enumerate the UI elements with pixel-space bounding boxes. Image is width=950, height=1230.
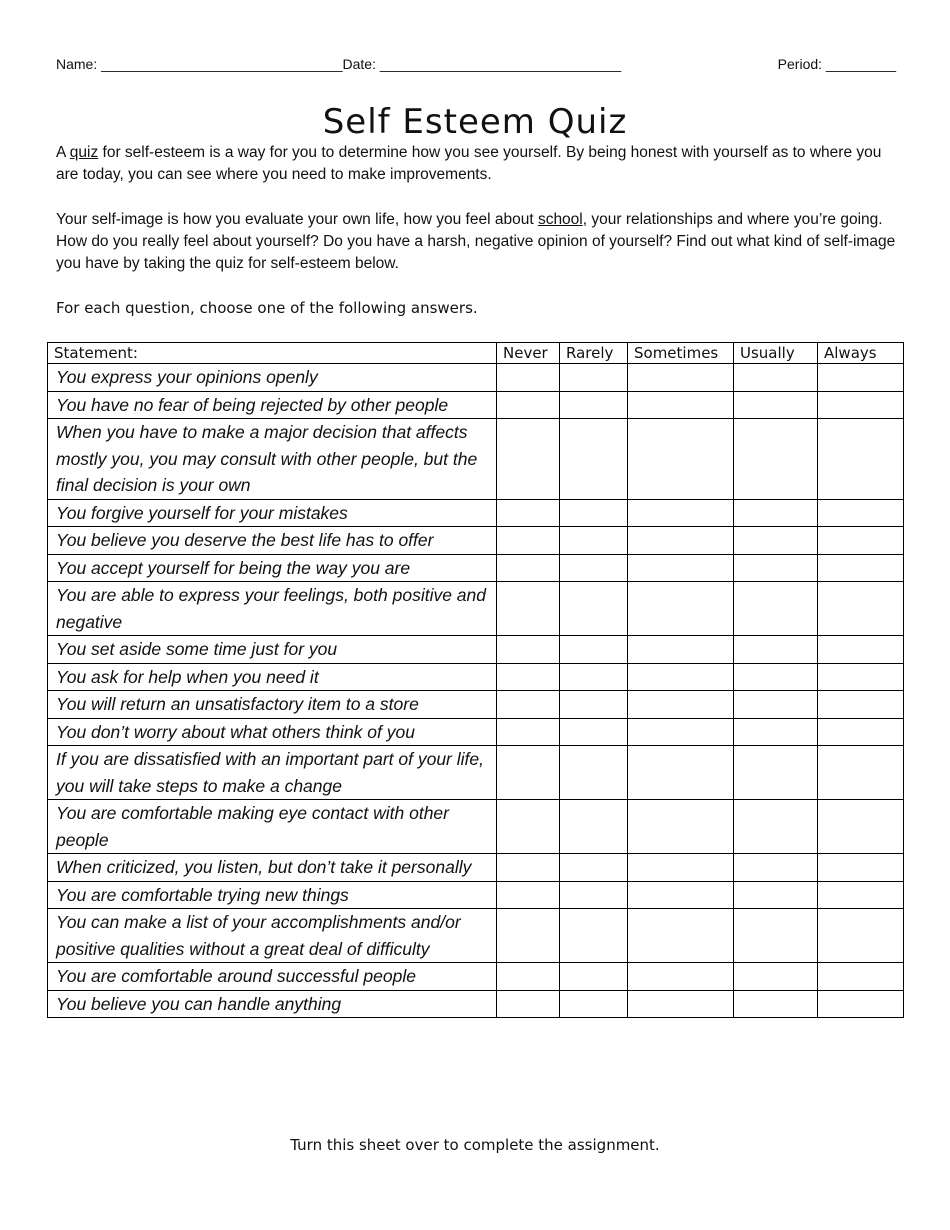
answer-cell-never[interactable] xyxy=(497,718,560,746)
answer-cell-always[interactable] xyxy=(818,718,904,746)
answer-cell-rarely[interactable] xyxy=(560,582,628,636)
answer-cell-sometimes[interactable] xyxy=(628,554,734,582)
answer-cell-rarely[interactable] xyxy=(560,854,628,882)
answer-cell-always[interactable] xyxy=(818,881,904,909)
answer-cell-never[interactable] xyxy=(497,499,560,527)
name-field[interactable]: Name: _______________________________ xyxy=(56,56,343,72)
intro-paragraph-2: Your self-image is how you evaluate your own life, how you feel about school, your relationships and where you’re going. How do you really feel about yourself? Do you have a harsh, negative opinion of yourself? Find out what kind of self-image you have by taking the quiz for self-esteem below. xyxy=(56,211,896,272)
date-field[interactable]: Date: _______________________________ xyxy=(342,56,622,72)
answer-cell-rarely[interactable] xyxy=(560,554,628,582)
header-never: Never xyxy=(497,343,560,364)
statement-cell: You express your opinions openly xyxy=(48,364,497,392)
answer-cell-always[interactable] xyxy=(818,854,904,882)
answer-cell-never[interactable] xyxy=(497,419,560,500)
table-row xyxy=(48,364,904,392)
statement-cell: You don’t worry about what others think of you xyxy=(48,718,497,746)
table-body xyxy=(48,364,904,1018)
statement-cell: You believe you can handle anything xyxy=(48,990,497,1018)
answer-cell-rarely[interactable] xyxy=(560,881,628,909)
answer-cell-always[interactable] xyxy=(818,527,904,555)
statement-cell: You are able to express your feelings, both positive and negative xyxy=(48,582,497,636)
answer-cell-usually[interactable] xyxy=(734,800,818,854)
table-row xyxy=(48,554,904,582)
answer-cell-never[interactable] xyxy=(497,527,560,555)
answer-cell-usually[interactable] xyxy=(734,881,818,909)
statement-cell: You believe you deserve the best life has to offer xyxy=(48,527,497,555)
answer-cell-always[interactable] xyxy=(818,963,904,991)
answer-cell-always[interactable] xyxy=(818,391,904,419)
answer-cell-sometimes[interactable] xyxy=(628,419,734,500)
table-row xyxy=(48,800,904,854)
table-row xyxy=(48,963,904,991)
answer-cell-usually[interactable] xyxy=(734,582,818,636)
answer-cell-usually[interactable] xyxy=(734,691,818,719)
answer-cell-usually[interactable] xyxy=(734,554,818,582)
answer-cell-never[interactable] xyxy=(497,990,560,1018)
answer-cell-usually[interactable] xyxy=(734,391,818,419)
table-row xyxy=(48,419,904,500)
statement-cell: You forgive yourself for your mistakes xyxy=(48,499,497,527)
answer-cell-rarely[interactable] xyxy=(560,990,628,1018)
statement-cell: You ask for help when you need it xyxy=(48,663,497,691)
answer-cell-rarely[interactable] xyxy=(560,691,628,719)
header-statement: Statement: xyxy=(48,343,497,364)
answer-cell-rarely[interactable] xyxy=(560,800,628,854)
statement-cell: When you have to make a major decision that affects mostly you, you may consult with other people, but the final decision is your own xyxy=(48,419,497,500)
answer-cell-usually[interactable] xyxy=(734,990,818,1018)
answer-cell-sometimes[interactable] xyxy=(628,636,734,664)
answer-cell-sometimes[interactable] xyxy=(628,990,734,1018)
school-link[interactable]: school xyxy=(537,211,583,228)
table-row xyxy=(48,391,904,419)
answer-cell-never[interactable] xyxy=(497,854,560,882)
answer-cell-never[interactable] xyxy=(497,554,560,582)
answer-cell-rarely[interactable] xyxy=(560,663,628,691)
quiz-table xyxy=(47,342,904,1018)
answer-cell-never[interactable] xyxy=(497,746,560,800)
answer-cell-usually[interactable] xyxy=(734,746,818,800)
page-title: Self Esteem Quiz xyxy=(322,101,628,142)
table-row xyxy=(48,718,904,746)
answer-cell-sometimes[interactable] xyxy=(628,854,734,882)
answer-cell-sometimes[interactable] xyxy=(628,746,734,800)
answer-cell-sometimes[interactable] xyxy=(628,800,734,854)
table-row xyxy=(48,990,904,1018)
answer-cell-never[interactable] xyxy=(497,582,560,636)
answer-cell-usually[interactable] xyxy=(734,663,818,691)
answer-cell-always[interactable] xyxy=(818,990,904,1018)
statement-cell: You accept yourself for being the way you are xyxy=(48,554,497,582)
answer-cell-never[interactable] xyxy=(497,691,560,719)
table-header-row xyxy=(48,343,904,364)
statement-cell: You can make a list of your accomplishments and/or positive qualities without a great deal of difficulty xyxy=(48,909,497,963)
table-row xyxy=(48,663,904,691)
answer-cell-rarely[interactable] xyxy=(560,909,628,963)
answer-cell-sometimes[interactable] xyxy=(628,499,734,527)
header-always: Always xyxy=(818,343,904,364)
answer-cell-rarely[interactable] xyxy=(560,499,628,527)
quiz-link[interactable]: quiz xyxy=(69,144,99,161)
table-row xyxy=(48,636,904,664)
table-row xyxy=(48,691,904,719)
answer-cell-sometimes[interactable] xyxy=(628,663,734,691)
answer-cell-always[interactable] xyxy=(818,554,904,582)
answer-cell-sometimes[interactable] xyxy=(628,391,734,419)
answer-cell-usually[interactable] xyxy=(734,963,818,991)
answer-cell-never[interactable] xyxy=(497,663,560,691)
answer-cell-never[interactable] xyxy=(497,881,560,909)
answer-cell-usually[interactable] xyxy=(734,636,818,664)
statement-cell: You are comfortable around successful people xyxy=(48,963,497,991)
header-usually: Usually xyxy=(734,343,818,364)
answer-cell-sometimes[interactable] xyxy=(628,582,734,636)
answer-cell-rarely[interactable] xyxy=(560,636,628,664)
answer-cell-sometimes[interactable] xyxy=(628,881,734,909)
answer-cell-always[interactable] xyxy=(818,636,904,664)
answer-cell-always[interactable] xyxy=(818,364,904,392)
answer-cell-always[interactable] xyxy=(818,663,904,691)
answer-cell-always[interactable] xyxy=(818,800,904,854)
answer-cell-sometimes[interactable] xyxy=(628,909,734,963)
answer-cell-never[interactable] xyxy=(497,909,560,963)
answer-cell-sometimes[interactable] xyxy=(628,364,734,392)
answer-cell-rarely[interactable] xyxy=(560,419,628,500)
answer-cell-never[interactable] xyxy=(497,636,560,664)
answer-cell-never[interactable] xyxy=(497,963,560,991)
answer-cell-always[interactable] xyxy=(818,582,904,636)
table-row xyxy=(48,854,904,882)
answer-cell-usually[interactable] xyxy=(734,854,818,882)
answer-cell-rarely[interactable] xyxy=(560,718,628,746)
period-field[interactable]: Period: _________ xyxy=(777,56,896,72)
answer-cell-rarely[interactable] xyxy=(560,963,628,991)
answer-cell-always[interactable] xyxy=(818,746,904,800)
instructions: For each question, choose one of the following answers. xyxy=(56,299,478,317)
answer-cell-always[interactable] xyxy=(818,909,904,963)
answer-cell-never[interactable] xyxy=(497,391,560,419)
answer-cell-usually[interactable] xyxy=(734,718,818,746)
statement-cell: When criticized, you listen, but don’t take it personally xyxy=(48,854,497,882)
answer-cell-always[interactable] xyxy=(818,499,904,527)
statement-cell: You are comfortable trying new things xyxy=(48,881,497,909)
answer-cell-usually[interactable] xyxy=(734,419,818,500)
table-row xyxy=(48,909,904,963)
answer-cell-usually[interactable] xyxy=(734,499,818,527)
table-row xyxy=(48,881,904,909)
header-rarely: Rarely xyxy=(560,343,628,364)
answer-cell-rarely[interactable] xyxy=(560,364,628,392)
answer-cell-usually[interactable] xyxy=(734,909,818,963)
statement-cell: You are comfortable making eye contact with other people xyxy=(48,800,497,854)
answer-cell-sometimes[interactable] xyxy=(628,718,734,746)
answer-cell-never[interactable] xyxy=(497,800,560,854)
answer-cell-sometimes[interactable] xyxy=(628,963,734,991)
table-row xyxy=(48,582,904,636)
answer-cell-always[interactable] xyxy=(818,419,904,500)
statement-cell: You will return an unsatisfactory item to a store xyxy=(48,691,497,719)
answer-cell-rarely[interactable] xyxy=(560,746,628,800)
intro-paragraph-1: A quiz for self-esteem is a way for you to determine how you see yourself. By being honest with yourself as to where you are today, you can see where you need to make improvements. xyxy=(56,144,882,183)
answer-cell-sometimes[interactable] xyxy=(628,691,734,719)
answer-cell-always[interactable] xyxy=(818,691,904,719)
statement-cell: You set aside some time just for you xyxy=(48,636,497,664)
table-row xyxy=(48,746,904,800)
header-fields xyxy=(56,56,896,76)
answer-cell-usually[interactable] xyxy=(734,527,818,555)
footer-note: Turn this sheet over to complete the assignment. xyxy=(290,1136,660,1154)
answer-cell-sometimes[interactable] xyxy=(628,527,734,555)
answer-cell-never[interactable] xyxy=(497,364,560,392)
table-row xyxy=(48,527,904,555)
answer-cell-usually[interactable] xyxy=(734,364,818,392)
answer-cell-rarely[interactable] xyxy=(560,527,628,555)
answer-cell-rarely[interactable] xyxy=(560,391,628,419)
statement-cell: You have no fear of being rejected by other people xyxy=(48,391,497,419)
table-row xyxy=(48,499,904,527)
header-sometimes: Sometimes xyxy=(628,343,734,364)
statement-cell: If you are dissatisfied with an important part of your life, you will take steps to make a change xyxy=(48,746,497,800)
